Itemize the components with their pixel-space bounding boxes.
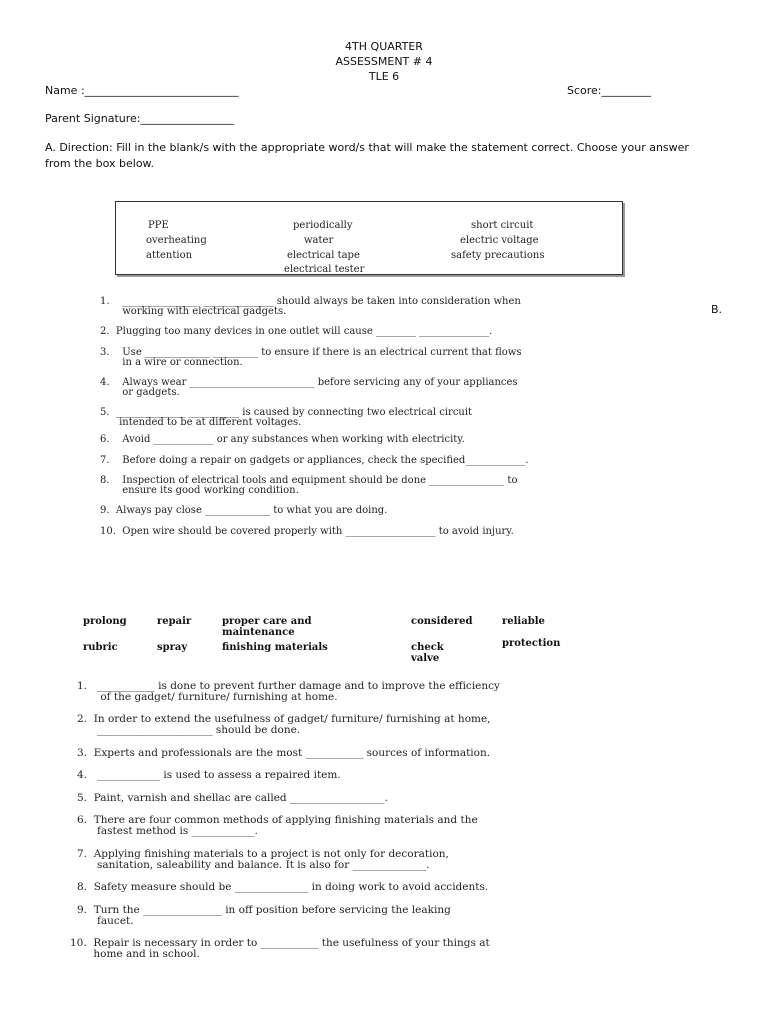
word-choice: considered xyxy=(411,616,473,627)
score-field: Score:_________ xyxy=(567,84,652,97)
part-a-direction xyxy=(45,140,735,172)
part-a-item: 8. Inspection of electrical tools and equipment should be done _______________ to ensure its good working condition. xyxy=(100,475,518,496)
part-b-item: 9. Turn the _______________ in off position before servicing the leaking faucet. xyxy=(77,904,451,927)
assessment-title: ASSESSMENT # 4 xyxy=(335,55,433,68)
word-choice: attention xyxy=(146,250,193,261)
word-choice: periodically xyxy=(293,220,353,231)
word-choice: overheating xyxy=(146,235,207,246)
part-b-item: 2. In order to extend the usefulness of gadget/ furniture/ furnishing at home, ______________________ should be done. xyxy=(77,713,491,736)
word-choice: water xyxy=(304,235,334,246)
word-choice: short circuit xyxy=(471,220,534,231)
direction-line-2: from the box below. xyxy=(45,157,155,170)
word-choice: electric voltage xyxy=(460,235,539,246)
part-a-item: 4. Always wear _________________________ before servicing any of your appliances or gadgets. xyxy=(100,377,518,398)
quarter-title: 4TH QUARTER xyxy=(345,40,423,53)
direction-line-1: A. Direction: Fill in the blank/s with the appropriate word/s that will make the statement correct. Choose your answer xyxy=(45,141,689,154)
name-field: Name :____________________________ xyxy=(45,84,239,97)
part-a-item: 9. Always pay close _____________ to what you are doing. xyxy=(100,505,388,516)
part-b-label: B. xyxy=(711,303,723,316)
word-choice: check valve xyxy=(411,642,444,664)
part-a-item: 5. ______________ __________ is caused by connecting two electrical circuit intended to be at different voltages. xyxy=(100,407,473,428)
word-choice: finishing materials xyxy=(222,642,328,653)
part-b-item: 6. There are four common methods of applying finishing materials and the fastest method is ____________. xyxy=(77,814,478,837)
word-choice: spray xyxy=(157,642,188,653)
part-a-item: 2. Plugging too many devices in one outlet will cause ________ ______________. xyxy=(100,326,493,337)
word-choice: electrical tape xyxy=(287,250,360,261)
part-b-item: 4. ____________ is used to assess a repaired item. xyxy=(77,769,341,781)
word-choice: rubric xyxy=(83,642,118,653)
word-choice: reliable xyxy=(502,616,545,627)
part-b-item: 3. Experts and professionals are the most ___________ sources of information. xyxy=(77,747,491,759)
part-b-item: 1. ___________ is done to prevent further damage and to improve the efficiency of the gadget/ furniture/ furnishing at home. xyxy=(77,680,500,703)
part-b-item: 5. Paint, varnish and shellac are called __________________. xyxy=(77,792,388,804)
parent-signature-field: Parent Signature:_________________ xyxy=(45,112,234,125)
word-choice: protection xyxy=(502,638,561,649)
part-a-item: 1. _______________ ______________ should always be taken into consideration when working with electrical gadgets. xyxy=(100,296,521,317)
word-choice: prolong xyxy=(83,616,127,627)
word-choice: repair xyxy=(157,616,192,627)
part-a-item: 10. Open wire should be covered properly with __________________ to avoid injury. xyxy=(100,526,514,537)
word-choice: PPE xyxy=(148,220,169,231)
part-b-item: 10. Repair is necessary in order to ___________ the usefulness of your things at home and in school. xyxy=(70,937,490,960)
word-choice: safety precautions xyxy=(451,250,545,261)
part-b-item: 7. Applying finishing materials to a project is not only for decoration, sanitation, saleability and balance. It is also for ______________. xyxy=(77,848,449,871)
word-choice: proper care and maintenance xyxy=(222,616,312,638)
part-a-word-box xyxy=(115,201,623,275)
part-b-item: 8. Safety measure should be ______________ in doing work to avoid accidents. xyxy=(77,881,489,893)
subject-title: TLE 6 xyxy=(368,70,400,83)
part-a-item: 3. Use _____________ _________ to ensure if there is an electrical current that flows in a wire or connection. xyxy=(100,347,522,368)
part-a-item: 6. Avoid ____________ or any substances when working with electricity. xyxy=(100,434,465,445)
part-a-item: 7. Before doing a repair on gadgets or appliances, check the specified____________. xyxy=(100,455,529,466)
word-choice: electrical tester xyxy=(284,264,365,275)
